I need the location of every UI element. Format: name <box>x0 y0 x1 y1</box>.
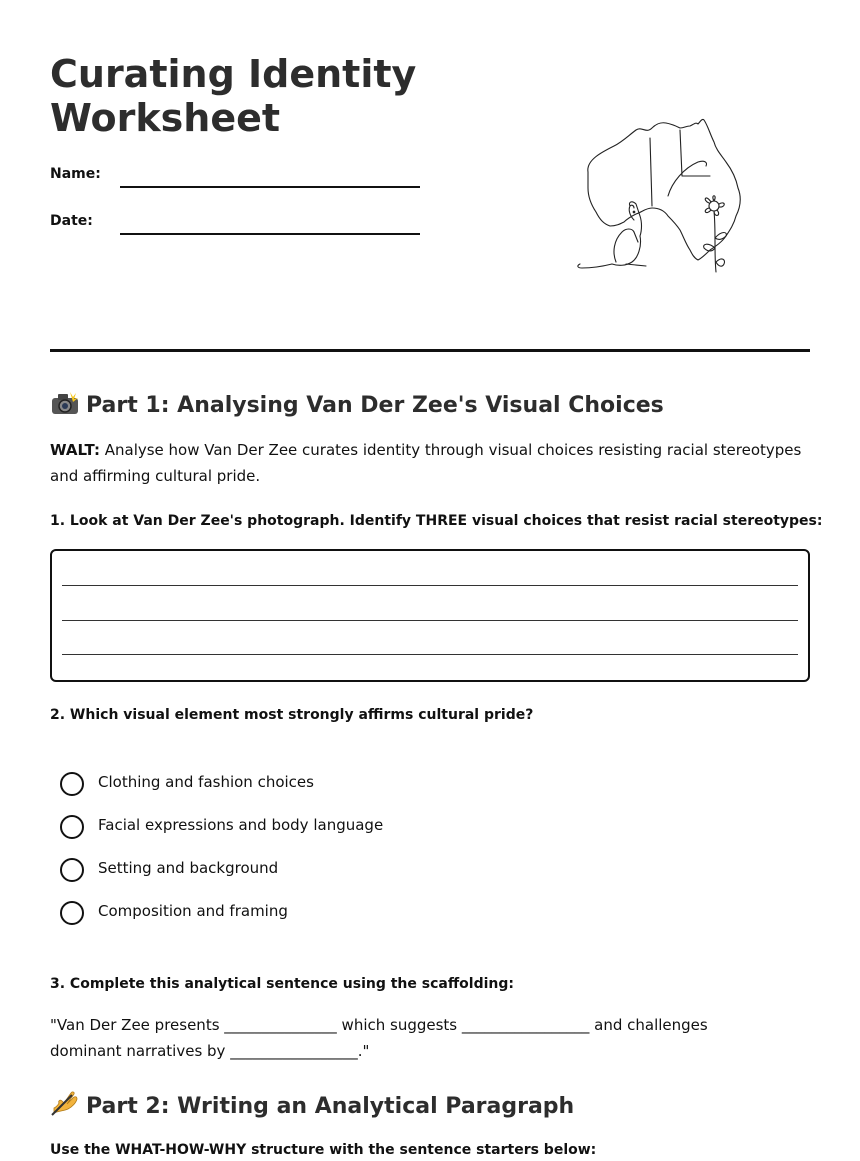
walt-text: Analyse how Van Der Zee curates identity through visual choices resisting racial stereotypes and affirming cultural pride. <box>50 441 802 485</box>
date-field-row <box>50 213 430 239</box>
title-line-1: Curating Identity <box>50 52 417 96</box>
writing-hand-icon <box>50 1091 80 1117</box>
name-label: Name: <box>50 166 101 182</box>
option-setting[interactable] <box>60 858 560 884</box>
date-field[interactable] <box>120 233 420 235</box>
option-clothing[interactable] <box>60 772 560 798</box>
question-3: 3. Complete this analytical sentence using the scaffolding: <box>50 976 515 992</box>
part2-instruction: Use the WHAT-HOW-WHY structure with the sentence starters below: <box>50 1142 597 1158</box>
answer-line-3[interactable] <box>62 654 798 655</box>
flower-drawing <box>704 196 727 272</box>
date-label: Date: <box>50 213 93 229</box>
part2-heading-text: Part 2: Writing an Analytical Paragraph <box>86 1094 575 1119</box>
page-title <box>50 52 510 140</box>
option-label: Composition and framing <box>98 902 288 920</box>
part2-heading <box>50 1091 574 1119</box>
answer-line-2[interactable] <box>62 620 798 621</box>
name-field[interactable] <box>120 186 420 188</box>
name-field-row <box>50 166 430 192</box>
title-line-2: Worksheet <box>50 96 281 140</box>
radio-button[interactable] <box>60 772 84 796</box>
state-border-2 <box>680 130 710 176</box>
section-divider <box>50 349 810 352</box>
walt-statement <box>50 437 810 489</box>
option-label: Clothing and fashion choices <box>98 773 314 791</box>
camera-with-flash-icon <box>50 390 80 416</box>
option-composition[interactable] <box>60 901 560 927</box>
option-label: Setting and background <box>98 859 279 877</box>
answer-box-q1[interactable] <box>50 549 810 682</box>
question-2: 2. Which visual element most strongly affirms cultural pride? <box>50 707 534 723</box>
question-1: 1. Look at Van Der Zee's photograph. Identify THREE visual choices that resist racial stereotypes: <box>50 513 823 529</box>
australia-map-illustration <box>576 112 756 277</box>
kangaroo-drawing <box>578 202 646 268</box>
state-border-1 <box>650 138 652 206</box>
scaffold-sentence: "Van Der Zee presents _______________ which suggests _________________ and challenges dominant narratives by _________________." <box>50 1016 708 1060</box>
answer-line-1[interactable] <box>62 585 798 586</box>
radio-button[interactable] <box>60 901 84 925</box>
option-label: Facial expressions and body language <box>98 816 384 834</box>
radio-button[interactable] <box>60 858 84 882</box>
radio-button[interactable] <box>60 815 84 839</box>
walt-label: WALT: <box>50 441 100 459</box>
part1-heading-text: Part 1: Analysing Van Der Zee's Visual Choices <box>86 393 664 418</box>
swirl <box>668 161 707 196</box>
option-facial-expressions[interactable] <box>60 815 560 841</box>
part1-heading <box>50 390 664 418</box>
